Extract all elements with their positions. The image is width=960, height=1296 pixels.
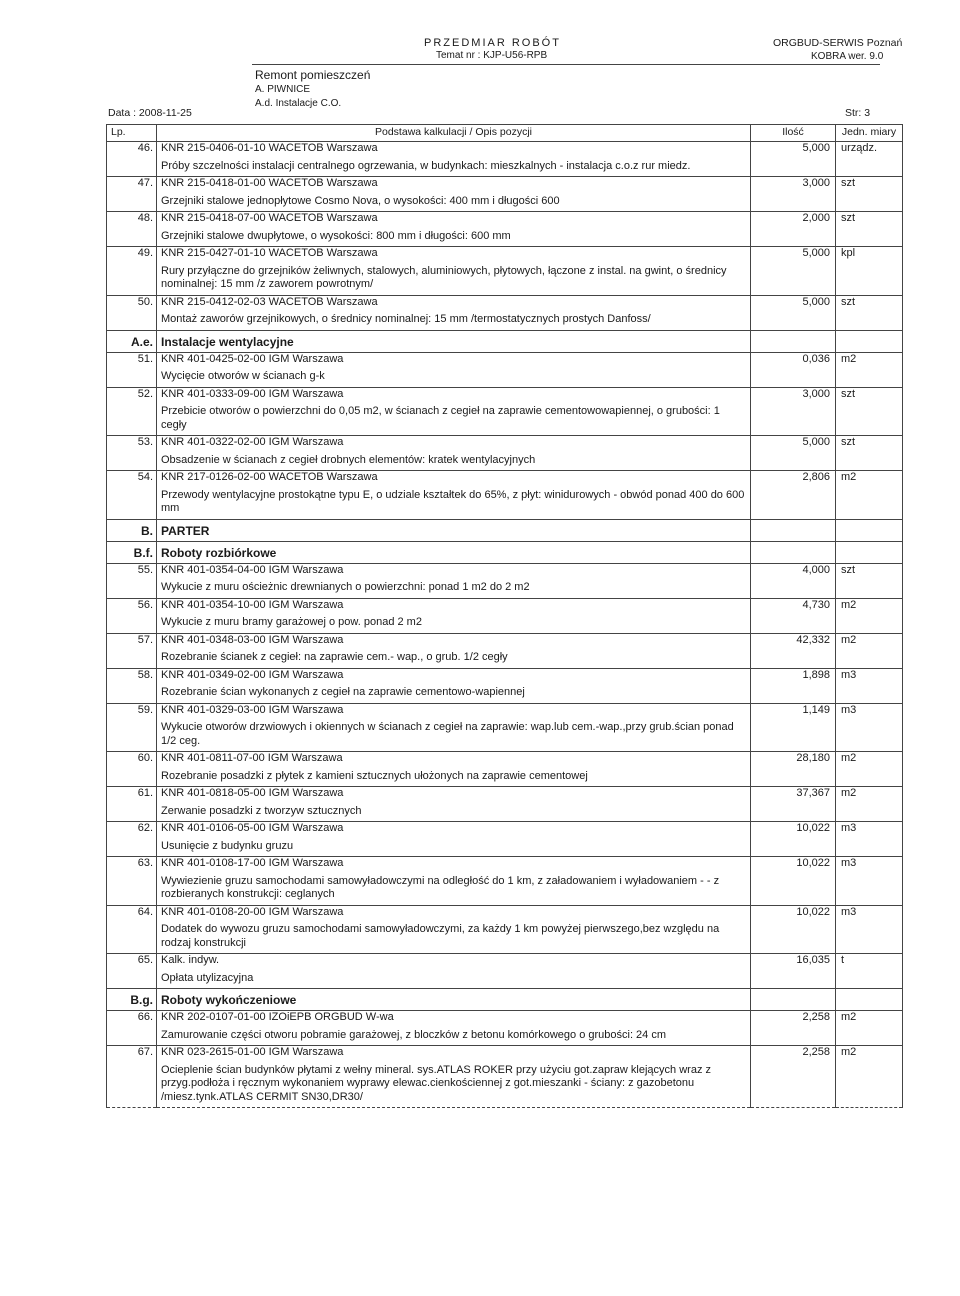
quantity: 4,730: [751, 598, 836, 633]
row-description-cell: [157, 1046, 751, 1108]
document-topic: Temat nr : KJP-U56-RPB: [436, 50, 548, 61]
row-description-cell: [157, 1011, 751, 1046]
item-description: Wywiezienie gruzu samochodami samowyładowczymi na odległość do 1 km, z załadowaniem i wyładowaniem - - z rozbieranych konstrukcji: ceglanych: [161, 874, 720, 900]
row-number: 48.: [107, 212, 157, 247]
row-number: 56.: [107, 598, 157, 633]
item-description: Próby szczelności instalacji centralnego ogrzewania, w budynkach: mieszkalnych - instalacja c.o.z rur miedz.: [161, 159, 691, 172]
quantity: 2,000: [751, 212, 836, 247]
row-number: 50.: [107, 295, 157, 330]
quantity: 5,000: [751, 295, 836, 330]
item-description: Przebicie otworów o powierzchni do 0,05 m2, w ścianach z cegieł na zaprawie cementowowapiennej, o grubości: 1 cegły: [161, 405, 720, 431]
unit: szt: [836, 436, 903, 471]
row-number: 55.: [107, 563, 157, 598]
table-row: [107, 633, 903, 668]
unit: m2: [836, 352, 903, 387]
unit: m2: [836, 752, 903, 787]
row-description-cell: [157, 212, 751, 247]
unit: t: [836, 954, 903, 989]
calculation-basis: KNR 401-0811-07-00 IGM Warszawa: [161, 752, 343, 764]
calculation-basis: KNR 401-0322-02-00 IGM Warszawa: [161, 436, 344, 448]
unit: kpl: [836, 247, 903, 296]
row-number: 66.: [107, 1011, 157, 1046]
item-description: Przewody wentylacyjne prostokątne typu E, o udziale kształtek do 65%, z płyt: winidurowych - obwód ponad 400 do 600 mm: [161, 488, 745, 514]
column-header-unit: Jedn. miary: [836, 125, 903, 142]
column-header-basis: Podstawa kalkulacji / Opis pozycji: [157, 125, 751, 142]
calculation-basis: KNR 401-0818-05-00 IGM Warszawa: [161, 787, 344, 799]
item-description: Wykucie otworów drzwiowych i okiennych w ścianach z cegieł na zaprawie: wap.lub cem.-wap.,przy grub.ścian ponad 1/2 ceg.: [161, 721, 734, 747]
row-description-cell: [157, 436, 751, 471]
row-number: 47.: [107, 177, 157, 212]
calculation-basis: KNR 401-0329-03-00 IGM Warszawa: [161, 703, 344, 716]
row-number: 63.: [107, 857, 157, 906]
item-description: Wykucie z muru ościeżnic drewnianych o powierzchni: ponad 1 m2 do 2 m2: [161, 581, 530, 593]
calculation-basis: KNR 401-0349-02-00 IGM Warszawa: [161, 668, 344, 681]
item-description: Opłata utylizacyjna: [161, 971, 254, 984]
section-title: Instalacje wentylacyjne: [157, 330, 751, 352]
table-row: [107, 212, 903, 247]
section-code: B.g.: [107, 989, 157, 1011]
row-description-cell: [157, 668, 751, 703]
row-description-cell: [157, 563, 751, 598]
calculation-basis: Kalk. indyw.: [161, 954, 220, 966]
unit: m2: [836, 1011, 903, 1046]
empty-cell: [836, 541, 903, 563]
row-description-cell: [157, 905, 751, 954]
row-number: 65.: [107, 954, 157, 989]
item-description: Wycięcie otworów w ścianach g-k: [161, 370, 325, 382]
calculation-basis: KNR 023-2615-01-00 IGM Warszawa: [161, 1046, 344, 1058]
table-row: [107, 905, 903, 954]
empty-cell: [836, 519, 903, 541]
project-section: A. PIWNICE: [255, 84, 311, 95]
row-number: 57.: [107, 633, 157, 668]
row-description-cell: [157, 471, 751, 520]
unit: m3: [836, 822, 903, 857]
row-description-cell: [157, 142, 751, 177]
quantity: 42,332: [751, 633, 836, 668]
quantity: 1,149: [751, 703, 836, 752]
item-description: Rury przyłączne do grzejników żeliwnych, stalowych, aluminiowych, płytowych, łączone z instal. na gwint, o średnicy nominalnej: 15 mm /z zaworem powrotnym/: [161, 264, 727, 290]
row-description-cell: [157, 633, 751, 668]
row-number: 46.: [107, 142, 157, 177]
row-number: 60.: [107, 752, 157, 787]
table-row: [107, 387, 903, 436]
row-number: 49.: [107, 247, 157, 296]
row-description-cell: [157, 954, 751, 989]
item-description: Rozebranie posadzki z płytek z kamieni sztucznych ułożonych na zaprawie cementowej: [161, 769, 588, 782]
table-row: [107, 247, 903, 296]
quantity: 2,806: [751, 471, 836, 520]
unit: m3: [836, 668, 903, 703]
company-name: ORGBUD-SERWIS Poznań: [773, 37, 903, 49]
item-description: Usunięcie z budynku gruzu: [161, 839, 294, 852]
item-description: Ocieplenie ścian budynków płytami z wełny mineral. sys.ATLAS ROKER przy użyciu got.zapraw klejących wraz z przyg.podłoża i ręcznym wykonaniem wyprawy elewac.cienkościennej z got.mieszanki - ściany: z gazobetonu /miesz.tynk.ATLAS CERMIT SN30,DR30/: [161, 1063, 711, 1103]
table-row: [107, 1011, 903, 1046]
unit: szt: [836, 387, 903, 436]
row-number: 53.: [107, 436, 157, 471]
quantity: 3,000: [751, 177, 836, 212]
section-title: Roboty rozbiórkowe: [157, 541, 751, 563]
table-row: [107, 352, 903, 387]
item-description: Obsadzenie w ścianach z cegieł drobnych elementów: kratek wentylacyjnych: [161, 453, 536, 466]
table-row: [107, 857, 903, 906]
quantity: 5,000: [751, 142, 836, 177]
table-row: [107, 668, 903, 703]
table-row: [107, 822, 903, 857]
row-number: 52.: [107, 387, 157, 436]
table-header-row: [107, 125, 903, 142]
calculation-basis: KNR 401-0106-05-00 IGM Warszawa: [161, 822, 344, 834]
empty-cell: [836, 330, 903, 352]
item-description: Wykucie z muru bramy garażowej o pow. ponad 2 m2: [161, 616, 422, 628]
section-title: PARTER: [157, 519, 751, 541]
unit: m2: [836, 471, 903, 520]
project-title: Remont pomieszczeń: [255, 68, 371, 82]
item-description: Zamurowanie części otworu pobramie garażowej, z bloczków z betonu komórkowego o grubości: 24 cm: [161, 1028, 667, 1041]
section-row: [107, 330, 903, 352]
section-title: Roboty wykończeniowe: [157, 989, 751, 1011]
quantity: 5,000: [751, 436, 836, 471]
document-date: Data : 2008-11-25: [108, 107, 192, 119]
unit: urządz.: [836, 142, 903, 177]
row-number: 61.: [107, 787, 157, 822]
calculation-basis: KNR 401-0333-09-00 IGM Warszawa: [161, 387, 344, 400]
calculation-basis: KNR 202-0107-01-00 IZOiEPB ORGBUD W-wa: [161, 1011, 394, 1023]
row-description-cell: [157, 752, 751, 787]
section-row: [107, 989, 903, 1011]
section-row: [107, 519, 903, 541]
quantity: 3,000: [751, 387, 836, 436]
empty-cell: [751, 541, 836, 563]
row-description-cell: [157, 177, 751, 212]
document-title: PRZEDMIAR ROBÓT: [424, 37, 561, 49]
table-row: [107, 787, 903, 822]
table-row: [107, 954, 903, 989]
table-row: [107, 295, 903, 330]
calculation-basis: KNR 215-0427-01-10 WACETOB Warszawa: [161, 247, 378, 259]
row-description-cell: [157, 787, 751, 822]
row-number: 64.: [107, 905, 157, 954]
calculation-basis: KNR 215-0418-01-00 WACETOB Warszawa: [161, 177, 378, 189]
column-header-qty: Ilość: [751, 125, 836, 142]
quantity: 10,022: [751, 857, 836, 906]
calculation-basis: KNR 401-0354-04-00 IGM Warszawa: [161, 563, 344, 576]
unit: szt: [836, 212, 903, 247]
row-description-cell: [157, 295, 751, 330]
quantity: 1,898: [751, 668, 836, 703]
row-description-cell: [157, 703, 751, 752]
table-row: [107, 471, 903, 520]
empty-cell: [836, 989, 903, 1011]
section-code: A.e.: [107, 330, 157, 352]
unit: m2: [836, 787, 903, 822]
calculation-basis: KNR 401-0108-20-00 IGM Warszawa: [161, 905, 344, 918]
quantity: 10,022: [751, 905, 836, 954]
table-row: [107, 598, 903, 633]
calculation-basis: KNR 215-0406-01-10 WACETOB Warszawa: [161, 142, 378, 154]
calculation-basis: KNR 401-0425-02-00 IGM Warszawa: [161, 352, 344, 365]
quantity: 5,000: [751, 247, 836, 296]
section-row: [107, 541, 903, 563]
row-number: 51.: [107, 352, 157, 387]
unit: m2: [836, 633, 903, 668]
table-row: [107, 436, 903, 471]
row-number: 58.: [107, 668, 157, 703]
item-description: Grzejniki stalowe jednopłytowe Cosmo Nova, o wysokości: 400 mm i długości 600: [161, 194, 560, 207]
item-description: Rozebranie ścian wykonanych z cegieł na zaprawie cementowo-wapiennej: [161, 686, 525, 698]
unit: szt: [836, 563, 903, 598]
row-number: 54.: [107, 471, 157, 520]
table-row: [107, 703, 903, 752]
row-description-cell: [157, 247, 751, 296]
table-row: [107, 563, 903, 598]
quantity: 2,258: [751, 1011, 836, 1046]
empty-cell: [751, 330, 836, 352]
calculation-basis: KNR 217-0126-02-00 WACETOB Warszawa: [161, 471, 378, 483]
section-code: B.: [107, 519, 157, 541]
unit: szt: [836, 295, 903, 330]
row-number: 67.: [107, 1046, 157, 1108]
unit: m3: [836, 905, 903, 954]
row-number: 62.: [107, 822, 157, 857]
quantity: 37,367: [751, 787, 836, 822]
table-row: [107, 752, 903, 787]
row-description-cell: [157, 598, 751, 633]
item-description: Montaż zaworów grzejnikowych, o średnicy nominalnej: 15 mm /termostatycznych prostych Danfoss/: [161, 313, 651, 325]
table-row: [107, 177, 903, 212]
item-description: Grzejniki stalowe dwupłytowe, o wysokości: 800 mm i długości: 600 mm: [161, 229, 511, 242]
empty-cell: [751, 519, 836, 541]
page-number: Str: 3: [845, 107, 871, 119]
quantity: 28,180: [751, 752, 836, 787]
item-description: Zerwanie posadzki z tworzyw sztucznych: [161, 804, 362, 817]
unit: m2: [836, 598, 903, 633]
table-row: [107, 142, 903, 177]
quantity: 0,036: [751, 352, 836, 387]
empty-cell: [751, 989, 836, 1011]
quantity: 16,035: [751, 954, 836, 989]
table-body: [107, 142, 903, 1108]
calculation-basis: KNR 401-0354-10-00 IGM Warszawa: [161, 598, 344, 611]
quantity: 2,258: [751, 1046, 836, 1108]
section-code: B.f.: [107, 541, 157, 563]
item-description: Rozebranie ścianek z cegieł: na zaprawie cem.- wap., o grub. 1/2 cegły: [161, 651, 508, 663]
unit: m3: [836, 857, 903, 906]
quantity: 10,022: [751, 822, 836, 857]
calculation-basis: KNR 401-0348-03-00 IGM Warszawa: [161, 633, 344, 646]
row-description-cell: [157, 387, 751, 436]
calculation-basis: KNR 401-0108-17-00 IGM Warszawa: [161, 857, 344, 869]
calculation-basis: KNR 215-0412-02-03 WACETOB Warszawa: [161, 295, 378, 308]
bill-of-quantities-table: [106, 124, 903, 1108]
row-description-cell: [157, 822, 751, 857]
unit: szt: [836, 177, 903, 212]
quantity: 4,000: [751, 563, 836, 598]
table-row: [107, 1046, 903, 1108]
calculation-basis: KNR 215-0418-07-00 WACETOB Warszawa: [161, 212, 378, 224]
software-version: KOBRA wer. 9.0: [811, 51, 884, 62]
row-description-cell: [157, 352, 751, 387]
unit: m2: [836, 1046, 903, 1108]
row-number: 59.: [107, 703, 157, 752]
project-subsection: A.d. Instalacje C.O.: [255, 98, 342, 109]
row-description-cell: [157, 857, 751, 906]
unit: m3: [836, 703, 903, 752]
column-header-lp: Lp.: [107, 125, 157, 142]
item-description: Dodatek do wywozu gruzu samochodami samowyładowczymi, za każdy 1 km powyżej pierwszego,bez względu na rodzaj konstrukcji: [161, 923, 720, 949]
header-rule: [252, 64, 880, 65]
